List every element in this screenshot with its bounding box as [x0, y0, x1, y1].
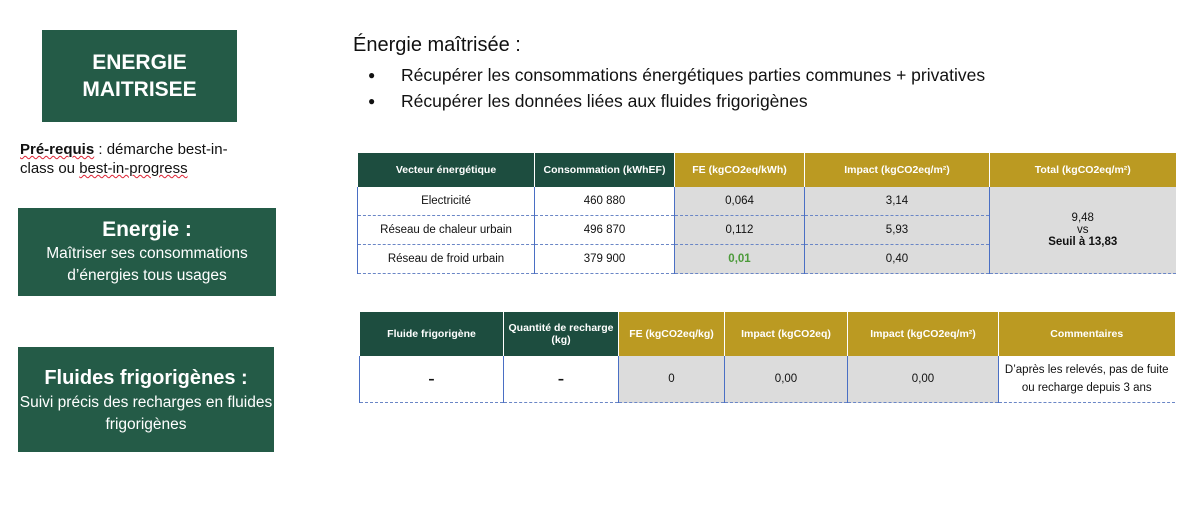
cell-quantite: - — [504, 356, 619, 403]
title-box — [42, 30, 237, 122]
energy-table — [357, 153, 1176, 274]
prerequisite-text — [20, 140, 260, 178]
title-line-2: MAITRISEE — [82, 78, 197, 101]
cell-conso: 379 900 — [535, 245, 675, 274]
bullet-list — [368, 62, 985, 114]
fluides-subtitle: Suivi précis des recharges en fluides frigorigènes — [19, 393, 273, 433]
energie-title: Energie : — [102, 218, 192, 241]
header-vecteur: Vecteur énergétique — [358, 153, 535, 187]
table-row — [358, 187, 1176, 216]
cell-impact: 3,14 — [805, 187, 990, 216]
cell-vecteur: Electricité — [358, 187, 535, 216]
total-threshold: Seuil à 13,83 — [1048, 236, 1118, 248]
cell-fe: 0,112 — [675, 216, 805, 245]
bullet-item: ● Récupérer les données liées aux fluides frigorigènes — [368, 88, 985, 114]
total-value: 9,48 — [1071, 212, 1094, 224]
cell-conso: 496 870 — [535, 216, 675, 245]
header-total: Total (kgCO2eq/m²) — [990, 153, 1176, 187]
energie-box — [18, 208, 276, 296]
fluid-table — [359, 312, 1175, 403]
fe-highlight-value: 0,01 — [728, 253, 751, 265]
cell-impact: 5,93 — [805, 216, 990, 245]
prereq-colon: : — [94, 141, 107, 158]
header-commentaires: Commentaires — [999, 312, 1175, 356]
header-consommation: Consommation (kWhEF) — [535, 153, 675, 187]
prereq-text-2: best-in-progress — [79, 160, 188, 177]
fluides-box — [18, 347, 274, 452]
cell-fe: 0,064 — [675, 187, 805, 216]
table-header-row — [358, 153, 1176, 187]
title-line-1: ENERGIE — [92, 51, 187, 74]
header-impact: Impact (kgCO2eq) — [725, 312, 848, 356]
header-fe: FE (kgCO2eq/kWh) — [675, 153, 805, 187]
cell-conso: 460 880 — [535, 187, 675, 216]
table-row — [360, 356, 1175, 403]
header-impact-m2: Impact (kgCO2eq/m²) — [848, 312, 999, 356]
section-heading: Énergie maîtrisée : — [353, 34, 521, 56]
total-vs: vs — [1077, 224, 1089, 236]
cell-fe — [675, 245, 805, 274]
cell-vecteur: Réseau de froid urbain — [358, 245, 535, 274]
fluides-title: Fluides frigorigènes : — [44, 366, 248, 389]
cell-fe: 0 — [619, 356, 725, 403]
cell-impact-m2: 0,00 — [848, 356, 999, 403]
bullet-item: ● Récupérer les consommations énergétiques parties communes + privatives — [368, 62, 985, 88]
cell-commentaire: D’après les relevés, pas de fuite ou recharge depuis 3 ans — [999, 356, 1175, 403]
prereq-label: Pré-requis — [20, 141, 95, 158]
cell-vecteur: Réseau de chaleur urbain — [358, 216, 535, 245]
energie-subtitle: Maîtriser ses consommations d’énergies tous usages — [46, 245, 248, 284]
cell-impact: 0,40 — [805, 245, 990, 274]
header-fe: FE (kgCO2eq/kg) — [619, 312, 725, 356]
header-quantite: Quantité de recharge (kg) — [504, 312, 619, 356]
header-impact: Impact (kgCO2eq/m²) — [805, 153, 990, 187]
header-fluide: Fluide frigorigène — [360, 312, 504, 356]
cell-fluide: - — [360, 356, 504, 403]
table-header-row — [360, 312, 1175, 356]
cell-impact: 0,00 — [725, 356, 848, 403]
prereq-text-1: démarche best-in-class ou — [20, 141, 228, 177]
cell-total — [990, 187, 1176, 274]
